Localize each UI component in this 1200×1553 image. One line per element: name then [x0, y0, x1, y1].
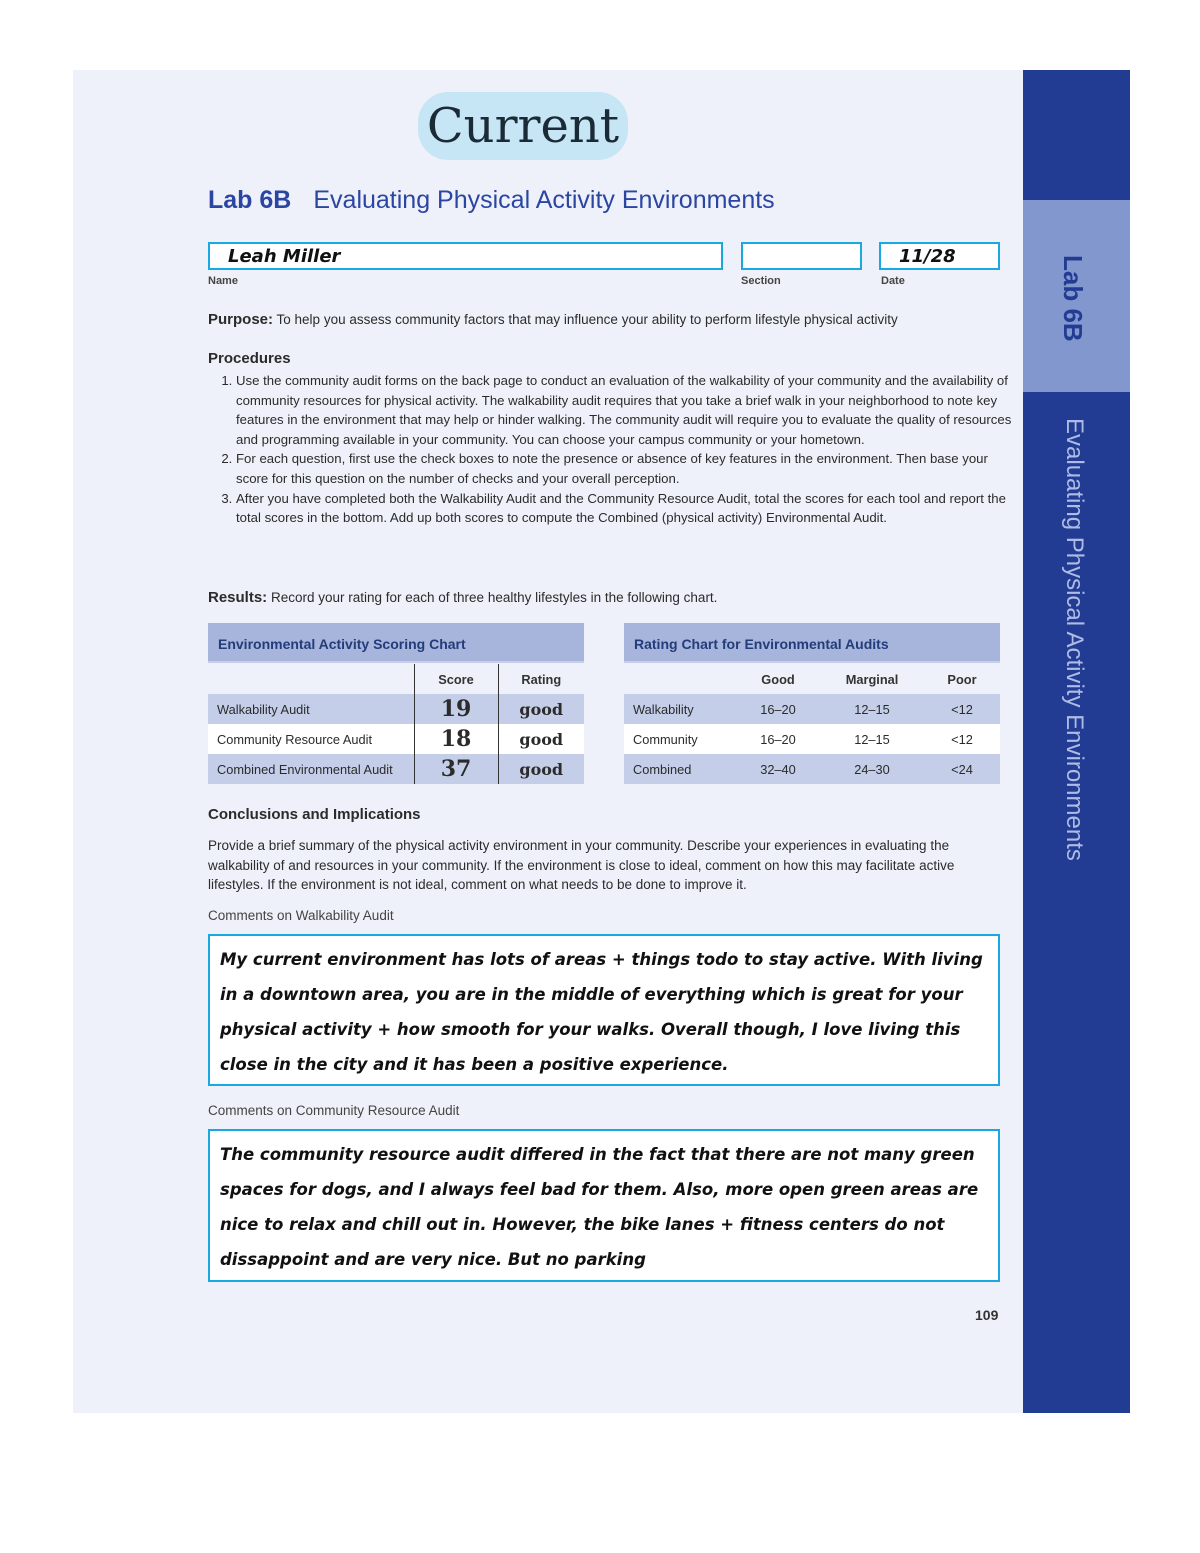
procedure-item: 2. For each question, first use the check boxes to note the presence or absence of key features in the environment. Then base your score for this question on the number of checks and your overall perception. [236, 449, 1012, 488]
procedures-list [216, 371, 1012, 528]
good-range: 16–20 [736, 694, 820, 724]
row-label: Combined Environmental Audit [208, 754, 414, 784]
section-label: Section [741, 275, 781, 287]
poor-range: <12 [924, 724, 1000, 754]
poor-range: <12 [924, 694, 1000, 724]
rating-header-row [624, 664, 1000, 694]
walkability-comments-label: Comments on Walkability Audit [208, 908, 394, 923]
table-row [624, 724, 1000, 754]
good-range: 32–40 [736, 754, 820, 784]
results-line [208, 589, 717, 606]
handwritten-current-label: Current [418, 92, 628, 160]
date-label: Date [881, 275, 905, 287]
sidebar-lab-label: Lab 6B [1058, 255, 1088, 342]
rating-header: Rating [498, 664, 584, 694]
table-row [624, 754, 1000, 784]
rating-header-blank [624, 664, 736, 694]
procedures-heading: Procedures [208, 350, 291, 367]
good-range: 16–20 [736, 724, 820, 754]
score-cell[interactable]: 37 [414, 754, 498, 784]
walkability-comments-text: My current environment has lots of areas + things todo to stay active. With living in a downtown area, you are in the middle of everything which is great for your physical activity + how smooth for your walks. Overall though, I love living this close in the city and it has been a positive experience. [220, 950, 983, 1074]
row-label: Walkability Audit [208, 694, 414, 724]
good-header: Good [761, 671, 795, 687]
table-row [208, 754, 584, 784]
sidebar-title: Evaluating Physical Activity Environments [1061, 418, 1088, 861]
date-value: 11/28 [899, 246, 956, 267]
table-row [208, 724, 584, 754]
marginal-range: 12–15 [820, 724, 924, 754]
table-row [624, 694, 1000, 724]
page-number: 109 [975, 1307, 999, 1323]
walkability-comments-box[interactable] [208, 934, 1000, 1086]
lab-title [208, 186, 775, 215]
name-field[interactable] [208, 242, 723, 270]
marginal-range: 24–30 [820, 754, 924, 784]
scoring-header-blank [208, 664, 414, 694]
name-value: Leah Miller [228, 246, 341, 267]
name-label: Name [208, 275, 238, 287]
scoring-chart-title: Environmental Activity Scoring Chart [208, 623, 584, 661]
rating-chart-table [624, 664, 1000, 784]
marginal-range: 12–15 [820, 694, 924, 724]
row-label: Combined [624, 754, 736, 784]
score-cell[interactable]: 18 [414, 724, 498, 754]
results-label: Results: [208, 589, 268, 606]
scoring-header-row [208, 664, 584, 694]
poor-range: <24 [924, 754, 1000, 784]
procedure-item: 3. After you have completed both the Walkability Audit and the Community Resource Audit, total the scores for each tool and report the total scores in the bottom. Add up both scores to compute the Combined (physical activity) Environmental Audit. [236, 489, 1012, 528]
poor-header: Poor [947, 671, 977, 687]
row-label: Walkability [624, 694, 736, 724]
section-field[interactable] [741, 242, 862, 270]
community-comments-text: The community resource audit differed in the fact that there are not many green spaces for dogs, and I always feel bad for them. Also, more open green areas are nice to relax and chill out in. However, the bike lanes + fitness centers do not dissappoint and are very nice. But no parking [220, 1145, 979, 1269]
score-header: Score [414, 664, 498, 694]
row-label: Community Resource Audit [208, 724, 414, 754]
conclusions-text: Provide a brief summary of the physical activity environment in your community. Describe your experiences in evaluating the walkability of and resources in your community. If the environment is close to ideal, comment on how this may facilitate active lifestyles. If the environment is not ideal, comment on what needs to be done to improve it. [208, 838, 955, 893]
purpose-label: Purpose: [208, 311, 274, 328]
community-comments-box[interactable] [208, 1129, 1000, 1282]
table-row [208, 694, 584, 724]
results-text: Record your rating for each of three healthy lifestyles in the following chart. [270, 590, 718, 605]
rating-cell[interactable]: good [498, 694, 584, 724]
rating-cell[interactable]: good [498, 754, 584, 784]
scoring-chart-table [208, 664, 584, 784]
lab-name: Evaluating Physical Activity Environments [313, 186, 775, 214]
row-label: Community [624, 724, 736, 754]
date-field[interactable] [879, 242, 1000, 270]
conclusions-heading: Conclusions and Implications [208, 806, 421, 823]
purpose-text: To help you assess community factors that may influence your ability to perform lifestyle physical activity [276, 312, 898, 327]
community-comments-label: Comments on Community Resource Audit [208, 1103, 460, 1118]
lab-number: Lab 6B [208, 186, 292, 214]
procedure-item: 1. Use the community audit forms on the back page to conduct an evaluation of the walkability of your community and the availability of community resources for physical activity. The walkability audit requires that you take a brief walk in your neighborhood to note key features in the environment that may help or hinder walking. The community audit will require you to evaluate the quality of resources and programming available in your community. You can choose your campus community or your hometown. [236, 371, 1012, 449]
rating-chart-title: Rating Chart for Environmental Audits [624, 623, 1000, 661]
score-cell[interactable]: 19 [414, 694, 498, 724]
rating-cell[interactable]: good [498, 724, 584, 754]
marginal-header: Marginal [845, 671, 899, 687]
purpose-line [208, 311, 898, 328]
